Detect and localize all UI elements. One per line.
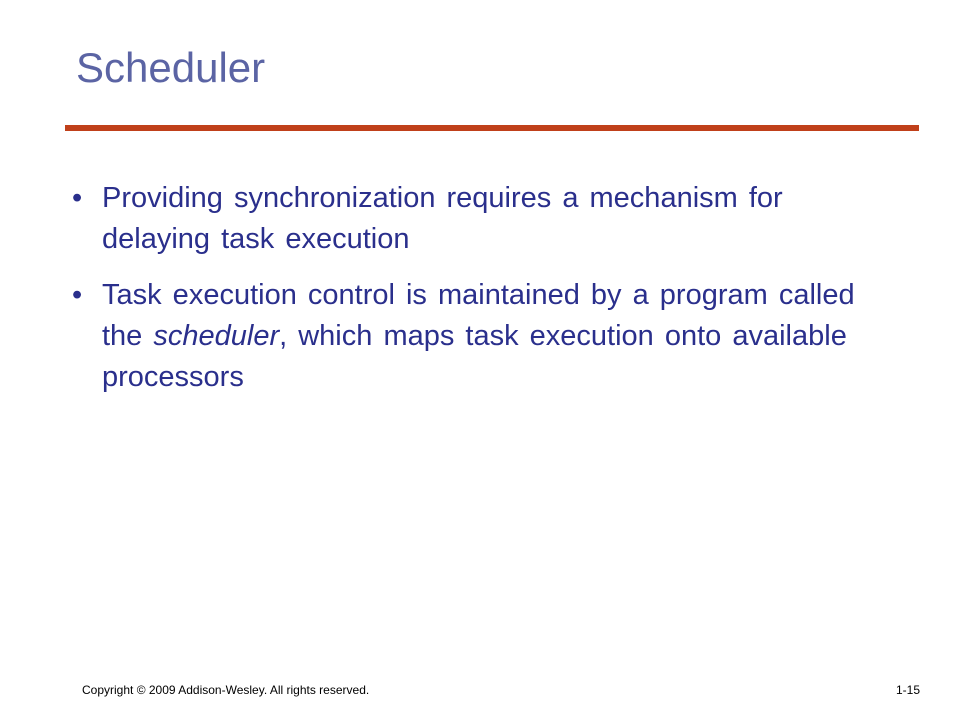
- bullet-item: [72, 275, 882, 398]
- bullet-list: [72, 178, 882, 413]
- bullet-text-end: , which maps task execution onto available processors: [102, 320, 847, 393]
- footer-copyright: Copyright © 2009 Addison-Wesley. All rights reserved.: [82, 683, 370, 697]
- bullet-dot-icon: •: [72, 279, 83, 311]
- bullet-text: [102, 279, 855, 393]
- emphasized-term: scheduler: [153, 320, 280, 352]
- bullet-text: Providing synchronization requires a mechanism for delaying task execution: [102, 182, 783, 255]
- bullet-item: [72, 178, 882, 260]
- bullet-text-start: Task execution control is maintained by a program called the: [102, 279, 855, 352]
- slide-title: Scheduler: [76, 44, 266, 91]
- title-divider: [65, 125, 919, 131]
- page-number: 1-15: [895, 683, 920, 697]
- bullet-dot-icon: •: [72, 182, 83, 214]
